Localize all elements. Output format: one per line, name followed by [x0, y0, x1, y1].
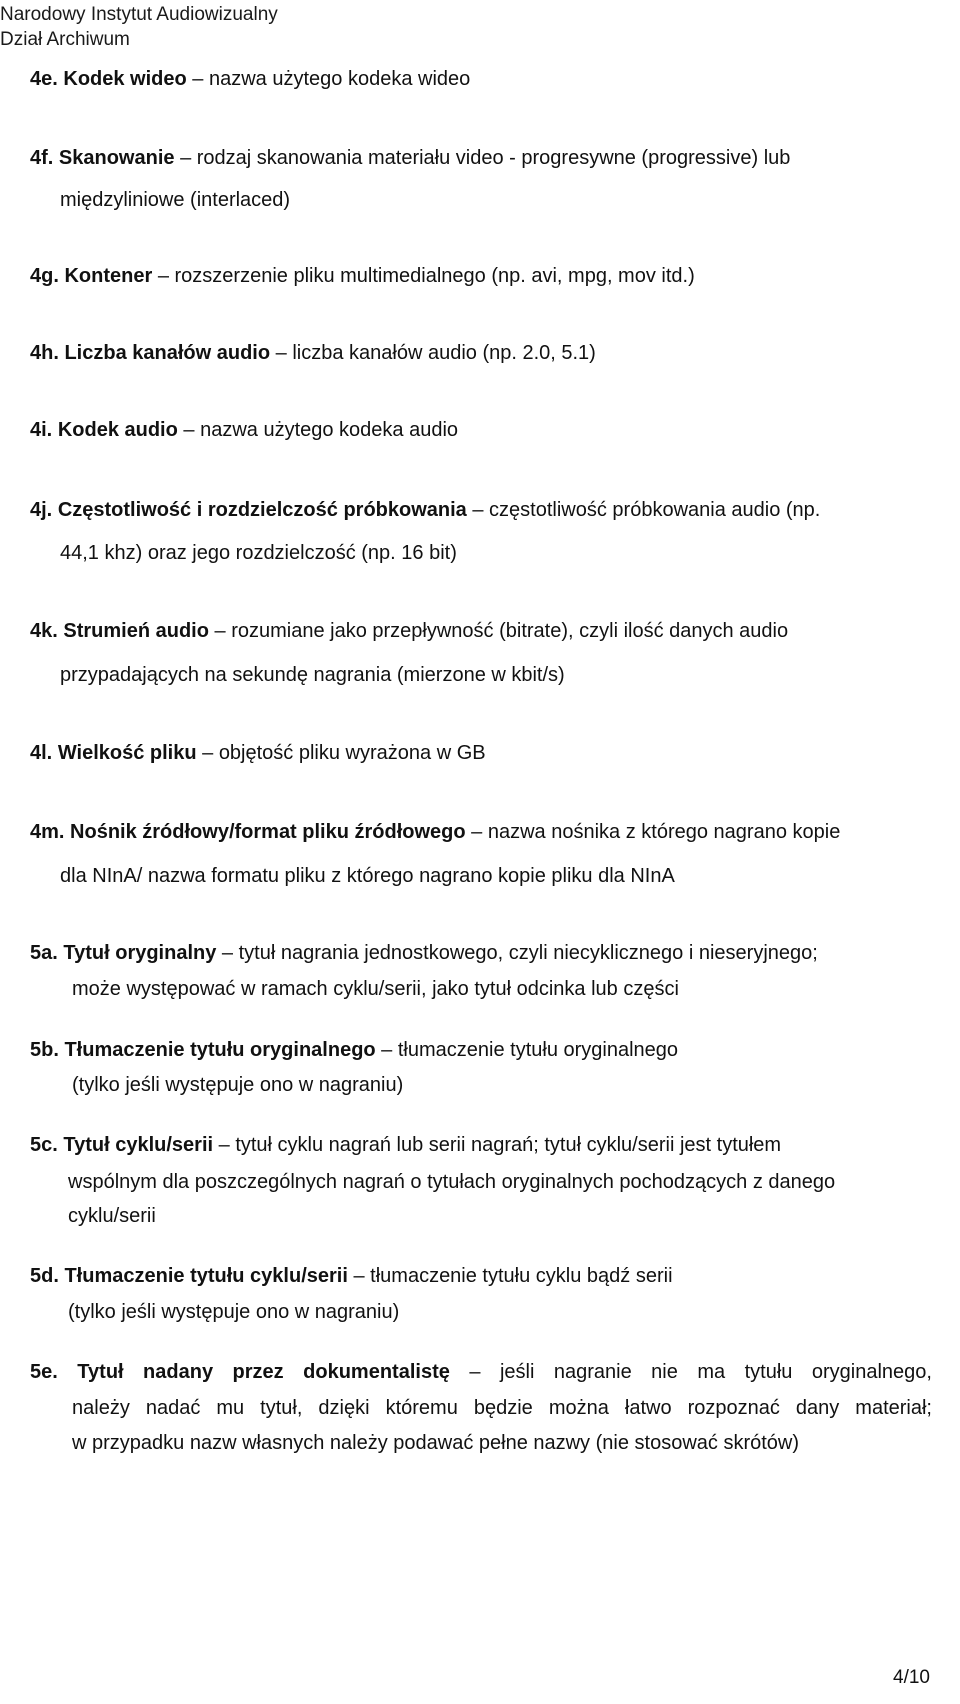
page-number: 4/10	[893, 1667, 930, 1688]
entry-description: rodzaj skanowania materiału video - progresywne (progressive) lub	[196, 147, 791, 169]
institution-name: Narodowy Instytut Audiowizualny	[0, 4, 278, 25]
entry-continuation: może występować w ramach cyklu/serii, jako tytuł odcinka lub części	[72, 978, 679, 1000]
entry-4i	[30, 418, 458, 442]
entry-id: 4f.	[30, 147, 54, 169]
entry-description: tłumaczenie tytułu cyklu bądź serii	[370, 1265, 673, 1287]
entry-4e	[30, 67, 470, 91]
entry-term: Nośnik źródłowy/format pliku źródłowego	[70, 821, 466, 843]
entry-4k	[30, 619, 788, 643]
entry-continuation: 44,1 khz) oraz jego rozdzielczość (np. 16 bit)	[60, 542, 457, 564]
entry-continuation: należy nadać mu tytuł, dzięki któremu będzie można łatwo rozpoznać dany materiał;	[72, 1397, 932, 1419]
entry-description: nazwa użytego kodeka wideo	[208, 68, 471, 90]
entry-dash: –	[375, 1039, 398, 1061]
entry-id: 4h.	[30, 342, 59, 364]
entry-dash: –	[465, 821, 488, 843]
entry-4g	[30, 264, 695, 288]
entry-4h	[30, 341, 596, 365]
entry-dash: –	[174, 147, 197, 169]
entry-id: 5a.	[30, 942, 58, 964]
entry-5a	[30, 941, 818, 965]
entry-description: tytuł cyklu nagrań lub serii nagrań; tytuł cyklu/serii jest tytułem	[235, 1134, 782, 1156]
entry-id: 5d.	[30, 1265, 59, 1287]
entry-4j	[30, 498, 820, 522]
entry-id: 4g.	[30, 265, 59, 287]
entry-id: 4e.	[30, 68, 58, 90]
entry-description: tytuł nagrania jednostkowego, czyli niecyklicznego i nieseryjnego;	[238, 942, 818, 964]
entry-term: Tytuł nadany przez dokumentalistę	[77, 1361, 450, 1383]
document-header	[0, 2, 278, 52]
entry-term: Tłumaczenie tytułu cyklu/serii	[64, 1265, 348, 1287]
entry-5c	[30, 1133, 781, 1157]
entry-term: Tytuł cyklu/serii	[63, 1134, 214, 1156]
entry-id: 4m.	[30, 821, 65, 843]
entry-dash: –	[270, 342, 293, 364]
entry-dash: –	[208, 620, 232, 642]
entry-id: 5e.	[30, 1361, 58, 1383]
entry-dash: –	[466, 499, 490, 521]
entry-4l	[30, 741, 486, 765]
entry-term: Strumień audio	[63, 620, 209, 642]
department-name: Dział Archiwum	[0, 29, 130, 50]
entry-continuation: (tylko jeśli występuje ono w nagraniu)	[72, 1074, 404, 1096]
entry-term: Tytuł oryginalny	[63, 942, 217, 964]
entry-description: rozumiane jako przepływność (bitrate), czyli ilość danych audio	[231, 620, 789, 642]
entry-term: Tłumaczenie tytułu oryginalnego	[64, 1039, 376, 1061]
entry-continuation: międzyliniowe (interlaced)	[60, 189, 291, 211]
entry-term: Kodek audio	[57, 419, 178, 441]
entry-id: 4l.	[30, 742, 53, 764]
entry-id: 5c.	[30, 1134, 58, 1156]
entry-continuation: cyklu/serii	[68, 1205, 156, 1227]
entry-dash: –	[347, 1265, 371, 1287]
entry-dash: –	[196, 742, 219, 764]
entry-id: 4k.	[30, 620, 58, 642]
entry-dash: –	[186, 68, 209, 90]
entry-4f	[30, 146, 790, 170]
entry-dash: –	[177, 419, 201, 441]
entry-continuation: wspólnym dla poszczególnych nagrań o tytułach oryginalnych pochodzących z danego	[68, 1171, 836, 1193]
entry-dash: –	[449, 1361, 500, 1383]
entry-term: Liczba kanałów audio	[64, 342, 271, 364]
entry-description: nazwa użytego kodeka audio	[200, 419, 459, 441]
entry-continuation: dla NInA/ nazwa formatu pliku z którego nagrano kopie pliku dla NInA	[60, 865, 675, 887]
entry-description: tłumaczenie tytułu oryginalnego	[397, 1039, 679, 1061]
entry-continuation: (tylko jeśli występuje ono w nagraniu)	[68, 1301, 400, 1323]
entry-description: jeśli nagranie nie ma tytułu oryginalnego,	[499, 1361, 932, 1383]
entry-description: liczba kanałów audio (np. 2.0, 5.1)	[292, 342, 596, 364]
entry-dash: –	[213, 1134, 236, 1156]
entry-dash: –	[216, 942, 239, 964]
entry-id: 4i.	[30, 419, 53, 441]
entry-description: objętość pliku wyrażona w GB	[218, 742, 486, 764]
entry-dash: –	[152, 265, 175, 287]
entry-5b	[30, 1038, 678, 1062]
entry-description: nazwa nośnika z którego nagrano kopie	[487, 821, 841, 843]
entry-description: częstotliwość próbkowania audio (np.	[489, 499, 821, 521]
entry-description: rozszerzenie pliku multimedialnego (np. avi, mpg, mov itd.)	[174, 265, 695, 287]
entry-term: Częstotliwość i rozdzielczość próbkowania	[57, 499, 467, 521]
entry-term: Kontener	[64, 265, 153, 287]
entry-term: Kodek wideo	[63, 68, 187, 90]
entry-5e	[30, 1360, 932, 1384]
entry-5d	[30, 1264, 673, 1288]
entry-term: Skanowanie	[58, 147, 175, 169]
entry-continuation: w przypadku nazw własnych należy podawać pełne nazwy (nie stosować skrótów)	[72, 1432, 800, 1454]
entry-id: 4j.	[30, 499, 53, 521]
entry-4m	[30, 820, 840, 844]
entry-continuation: przypadających na sekundę nagrania (mierzone w kbit/s)	[60, 664, 565, 686]
entry-id: 5b.	[30, 1039, 59, 1061]
entry-term: Wielkość pliku	[57, 742, 197, 764]
